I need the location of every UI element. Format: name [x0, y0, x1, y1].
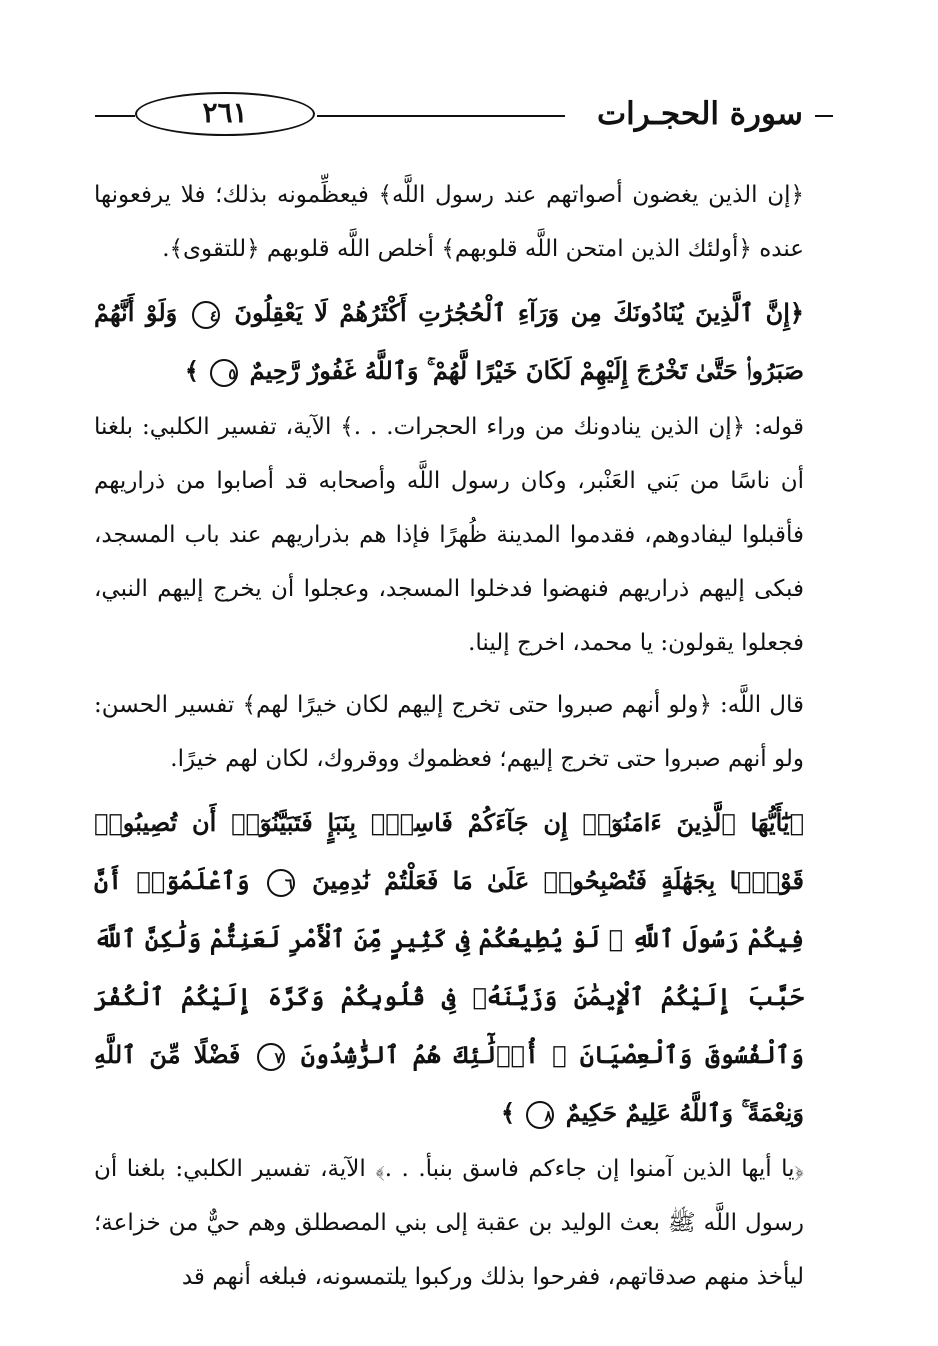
page-body: [94, 168, 834, 1304]
paragraph-3: قال اللَّه: ﴿ولو أنهم صبروا حتى تخرج إليهم لكان خيرًا لهم﴾ تفسير الحسن: ولو أنهم صبروا حتى تخرج إليهم؛ فعظموك ووقروك، لكان لهم خيرًا.: [94, 692, 804, 772]
verse-number-5: ٥: [210, 359, 238, 387]
verse-text: فَضْلًا مِّنَ ٱللَّهِ وَنِعْمَةً ۚ وَٱللَّهُ عَلِيمٌ حَكِيمٌ: [94, 1040, 804, 1127]
quran-verses-4-5: [94, 284, 834, 400]
verse-text: ﴿يَٰٓأَيُّهَا ٱلَّذِينَ ءَامَنُوٓا۟ إِن جَآءَكُمْ فَاسِقٌۢ بِنَبَإٍ فَتَبَيَّنُوٓا۟ أَن تُصِيبُوا۟ قَوْمًۢا بِجَهَٰلَةٍ فَتُصْبِحُوا۟ عَلَىٰ مَا فَعَلْتُمْ نَٰدِمِينَ: [94, 808, 805, 895]
surah-title: سورة الحجـرات: [596, 96, 803, 132]
header-rule: [815, 115, 833, 117]
paragraph-4: ﴿يا أيها الذين آمنوا إن جاءكم فاسق بنبأ. . .﴾ الآية، تفسير الكلبي: بلغنا أن رسول اللَّه ﷺ بعث الوليد بن عقبة إلى بني المصطلق وهم حيٌّ من خزاعة؛ ليأخذ منهم صدقاتهم، ففرحوا بذلك وركبوا يلتمسونه، فبلغه أنهم قد: [94, 1156, 804, 1290]
page-header: [95, 88, 833, 142]
paragraph-1: ﴿إن الذين يغضون أصواتهم عند رسول اللَّه﴾ فيعظِّمونه بذلك؛ فلا يرفعونها عنده ﴿أولئك الذين امتحن اللَّه قلوبهم﴾ أخلص اللَّه قلوبهم ﴿للتقوى﴾.: [94, 182, 804, 262]
verse-text: وَٱعْلَمُوٓا۟ أَنَّ فِيكُمْ رَسُولَ ٱللَّهِ ۚ لَوْ يُطِيعُكُمْ فِى كَثِيرٍ مِّنَ ٱلْأَمْرِ لَعَنِتُّمْ وَلَٰكِنَّ ٱللَّهَ حَبَّبَ إِلَيْكُمُ ٱلْإِيمَٰنَ وَزَيَّنَهُۥ فِى قُلُوبِكُمْ وَكَرَّهَ إِلَيْكُمُ ٱلْكُفْرَ وَٱلْفُسُوقَ وَٱلْعِصْيَانَ ۚ أُو۟لَٰٓئِكَ هُمُ ٱلرَّٰشِدُونَ: [94, 866, 804, 1069]
verse-number-4: ٤: [192, 301, 220, 329]
verse-number-8: ٨: [526, 1101, 554, 1129]
header-rule: [95, 115, 135, 117]
header-rule: [317, 115, 565, 117]
paragraph-2: قوله: ﴿إن الذين ينادونك من وراء الحجرات. . .﴾ الآية، تفسير الكلبي: بلغنا أن ناسًا من بَني العَنْبر، وكان رسول اللَّه وأصحابه قد أصابوا من ذراريهم فأقبلوا ليفادوهم، فقدموا المدينة ظُهرًا فإذا هم بذراريهم عند باب المسجد، فبكى إليهم ذراريهم فنهضوا فدخلوا المسجد، وعجلوا أن يخرج إليهم النبي، فجعلوا يقولون: يا محمد، اخرج إلينا.: [94, 414, 804, 656]
verse-number-6: ٦: [267, 869, 295, 897]
quran-verses-6-8: [94, 794, 834, 1142]
verse-text: وَلَوْ أَنَّهُمْ صَبَرُوا۟ حَتَّىٰ تَخْرُجَ إِلَيْهِمْ لَكَانَ خَيْرًا لَّهُمْ ۚ وَٱللَّهُ غَفُورٌ رَّحِيمٌ: [94, 298, 804, 385]
page-number: ٢٦١: [135, 92, 315, 136]
verse-number-7: ٧: [257, 1043, 285, 1071]
verse-close-bracket: ﴾: [501, 1098, 516, 1127]
verse-close-bracket: ﴾: [184, 356, 199, 385]
verse-text: ﴿إِنَّ ٱلَّذِينَ يُنَادُونَكَ مِن وَرَآءِ ٱلْحُجُرَٰتِ أَكْثَرُهُمْ لَا يَعْقِلُونَ: [234, 298, 804, 327]
